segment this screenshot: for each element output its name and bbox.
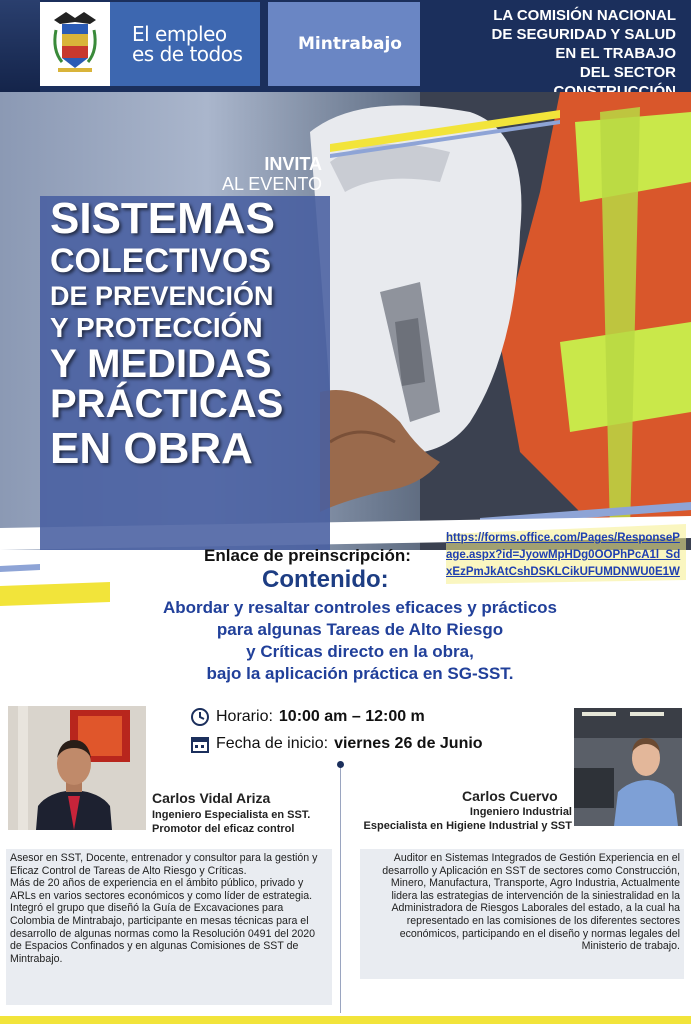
speaker-2-portrait — [574, 708, 682, 826]
calendar-icon — [190, 734, 210, 754]
title-line: DE PREVENCIÓN — [50, 281, 274, 311]
horario-value: 10:00 am – 12:00 m — [278, 708, 425, 725]
horario-row — [190, 707, 425, 727]
contenido-description — [60, 597, 660, 685]
speaker-2-bio: Auditor en Sistemas Integrados de Gestión Experiencia en el desarrollo y Aplicación en SST de sectores como Construcción, Minero, Manufactura, Transporte, Agro Industria, Actualmente lidera las estrategias de intervención de la siniestralidad en la Administradora de Riesgos Laborales del estado, a la cual ha representado en las comisiones de los diferentes sectores económicos, participando en el diseño y normas legales del Ministerio de trabajo. — [360, 849, 684, 979]
speaker-1-role: Promotor del eficaz control — [152, 823, 295, 835]
speaker-1-role: Ingeniero Especialista en SST. — [152, 809, 311, 821]
colombia-crest-icon — [40, 2, 110, 86]
preinscripcion-link[interactable]: https://forms.office.com/Pages/ResponsePage.aspx?id=JyowMpHDg0OOPhPcA1l_SdxEzPmJkAtCshDSKLCikUFUMDNWU0E1W — [446, 532, 681, 578]
speaker-2-photo — [574, 708, 682, 826]
speaker-2-roles — [340, 805, 572, 833]
crest-box — [40, 2, 110, 86]
title-line: COLECTIVOS — [50, 242, 272, 280]
fecha-row — [190, 734, 483, 754]
contenido-heading: Contenido: — [262, 566, 389, 593]
title-line: Y MEDIDAS — [50, 342, 272, 386]
ministry-name: Mintrabajo — [298, 34, 402, 54]
timeline-divider — [340, 765, 341, 1013]
title-line: PRÁCTICAS — [50, 382, 284, 426]
preinscripcion-label: Enlace de preinscripción: — [204, 546, 411, 565]
speaker-1-name: Carlos Vidal Ariza — [152, 790, 271, 806]
timeline-dot — [337, 761, 344, 768]
slogan-box — [110, 2, 260, 86]
contenido-line: para algunas Tareas de Alto Riesgo — [216, 620, 504, 639]
speaker-1-roles — [152, 808, 310, 836]
contenido-line: bajo la aplicación práctica en SG-SST. — [206, 664, 514, 683]
slogan-line-1: El empleo — [132, 22, 227, 46]
comision-line: EN EL TRABAJO — [555, 45, 676, 62]
invita-label: INVITA — [264, 154, 322, 174]
comision-line: DE SEGURIDAD Y SALUD — [491, 26, 676, 43]
fecha-label: Fecha de inicio: — [216, 735, 329, 752]
event-title — [50, 196, 328, 474]
horario-label: Horario: — [216, 708, 273, 725]
header-left-band — [0, 0, 40, 92]
title-line: Y PROTECCIÓN — [50, 312, 263, 343]
header — [0, 0, 691, 92]
comision-title — [430, 6, 676, 101]
speaker-2-name: Carlos Cuervo — [462, 788, 558, 804]
al-evento-label: AL EVENTO — [221, 174, 322, 194]
speaker-1-photo — [8, 706, 146, 830]
speaker-2-role: Especialista en Higiene Industrial y SST — [363, 820, 572, 832]
contenido-line: Abordar y resaltar controles eficaces y prácticos — [162, 598, 557, 617]
speaker-1-bio: Asesor en SST, Docente, entrenador y consultor para la gestión y Eficaz Control de Tareas de Alto Riesgo y Críticas. Más de 20 años de experiencia en el ámbito público, privado y ARLs en varios sectores económicos y como líder de estrategia. Integró el grupo que diseñó la Guía de Excavaciones para Colombia de Mintrabajo, participante en mesas técnicas para el desarrollo de algunas normas como la Resolución 0491 del 2020 de Espacios Confinados y en algunas Comisiones de SST de Mintrabajo. — [6, 849, 332, 1005]
clock-icon — [190, 707, 210, 727]
title-line: SISTEMAS — [50, 194, 275, 243]
fecha-value: viernes 26 de Junio — [334, 735, 483, 752]
invita-text — [200, 154, 322, 194]
comision-line: LA COMISIÓN NACIONAL — [493, 7, 676, 24]
footer-stripe — [0, 1016, 691, 1024]
ministry-logo — [268, 2, 420, 86]
contenido-line: y Críticas directo en la obra, — [246, 642, 474, 661]
speaker-2-role: Ingeniero Industrial — [469, 806, 572, 818]
title-line: EN OBRA — [50, 424, 253, 473]
speaker-1-portrait — [8, 706, 146, 830]
slogan-line-2: es de todos — [132, 42, 243, 66]
comision-line: DEL SECTOR — [579, 64, 676, 81]
